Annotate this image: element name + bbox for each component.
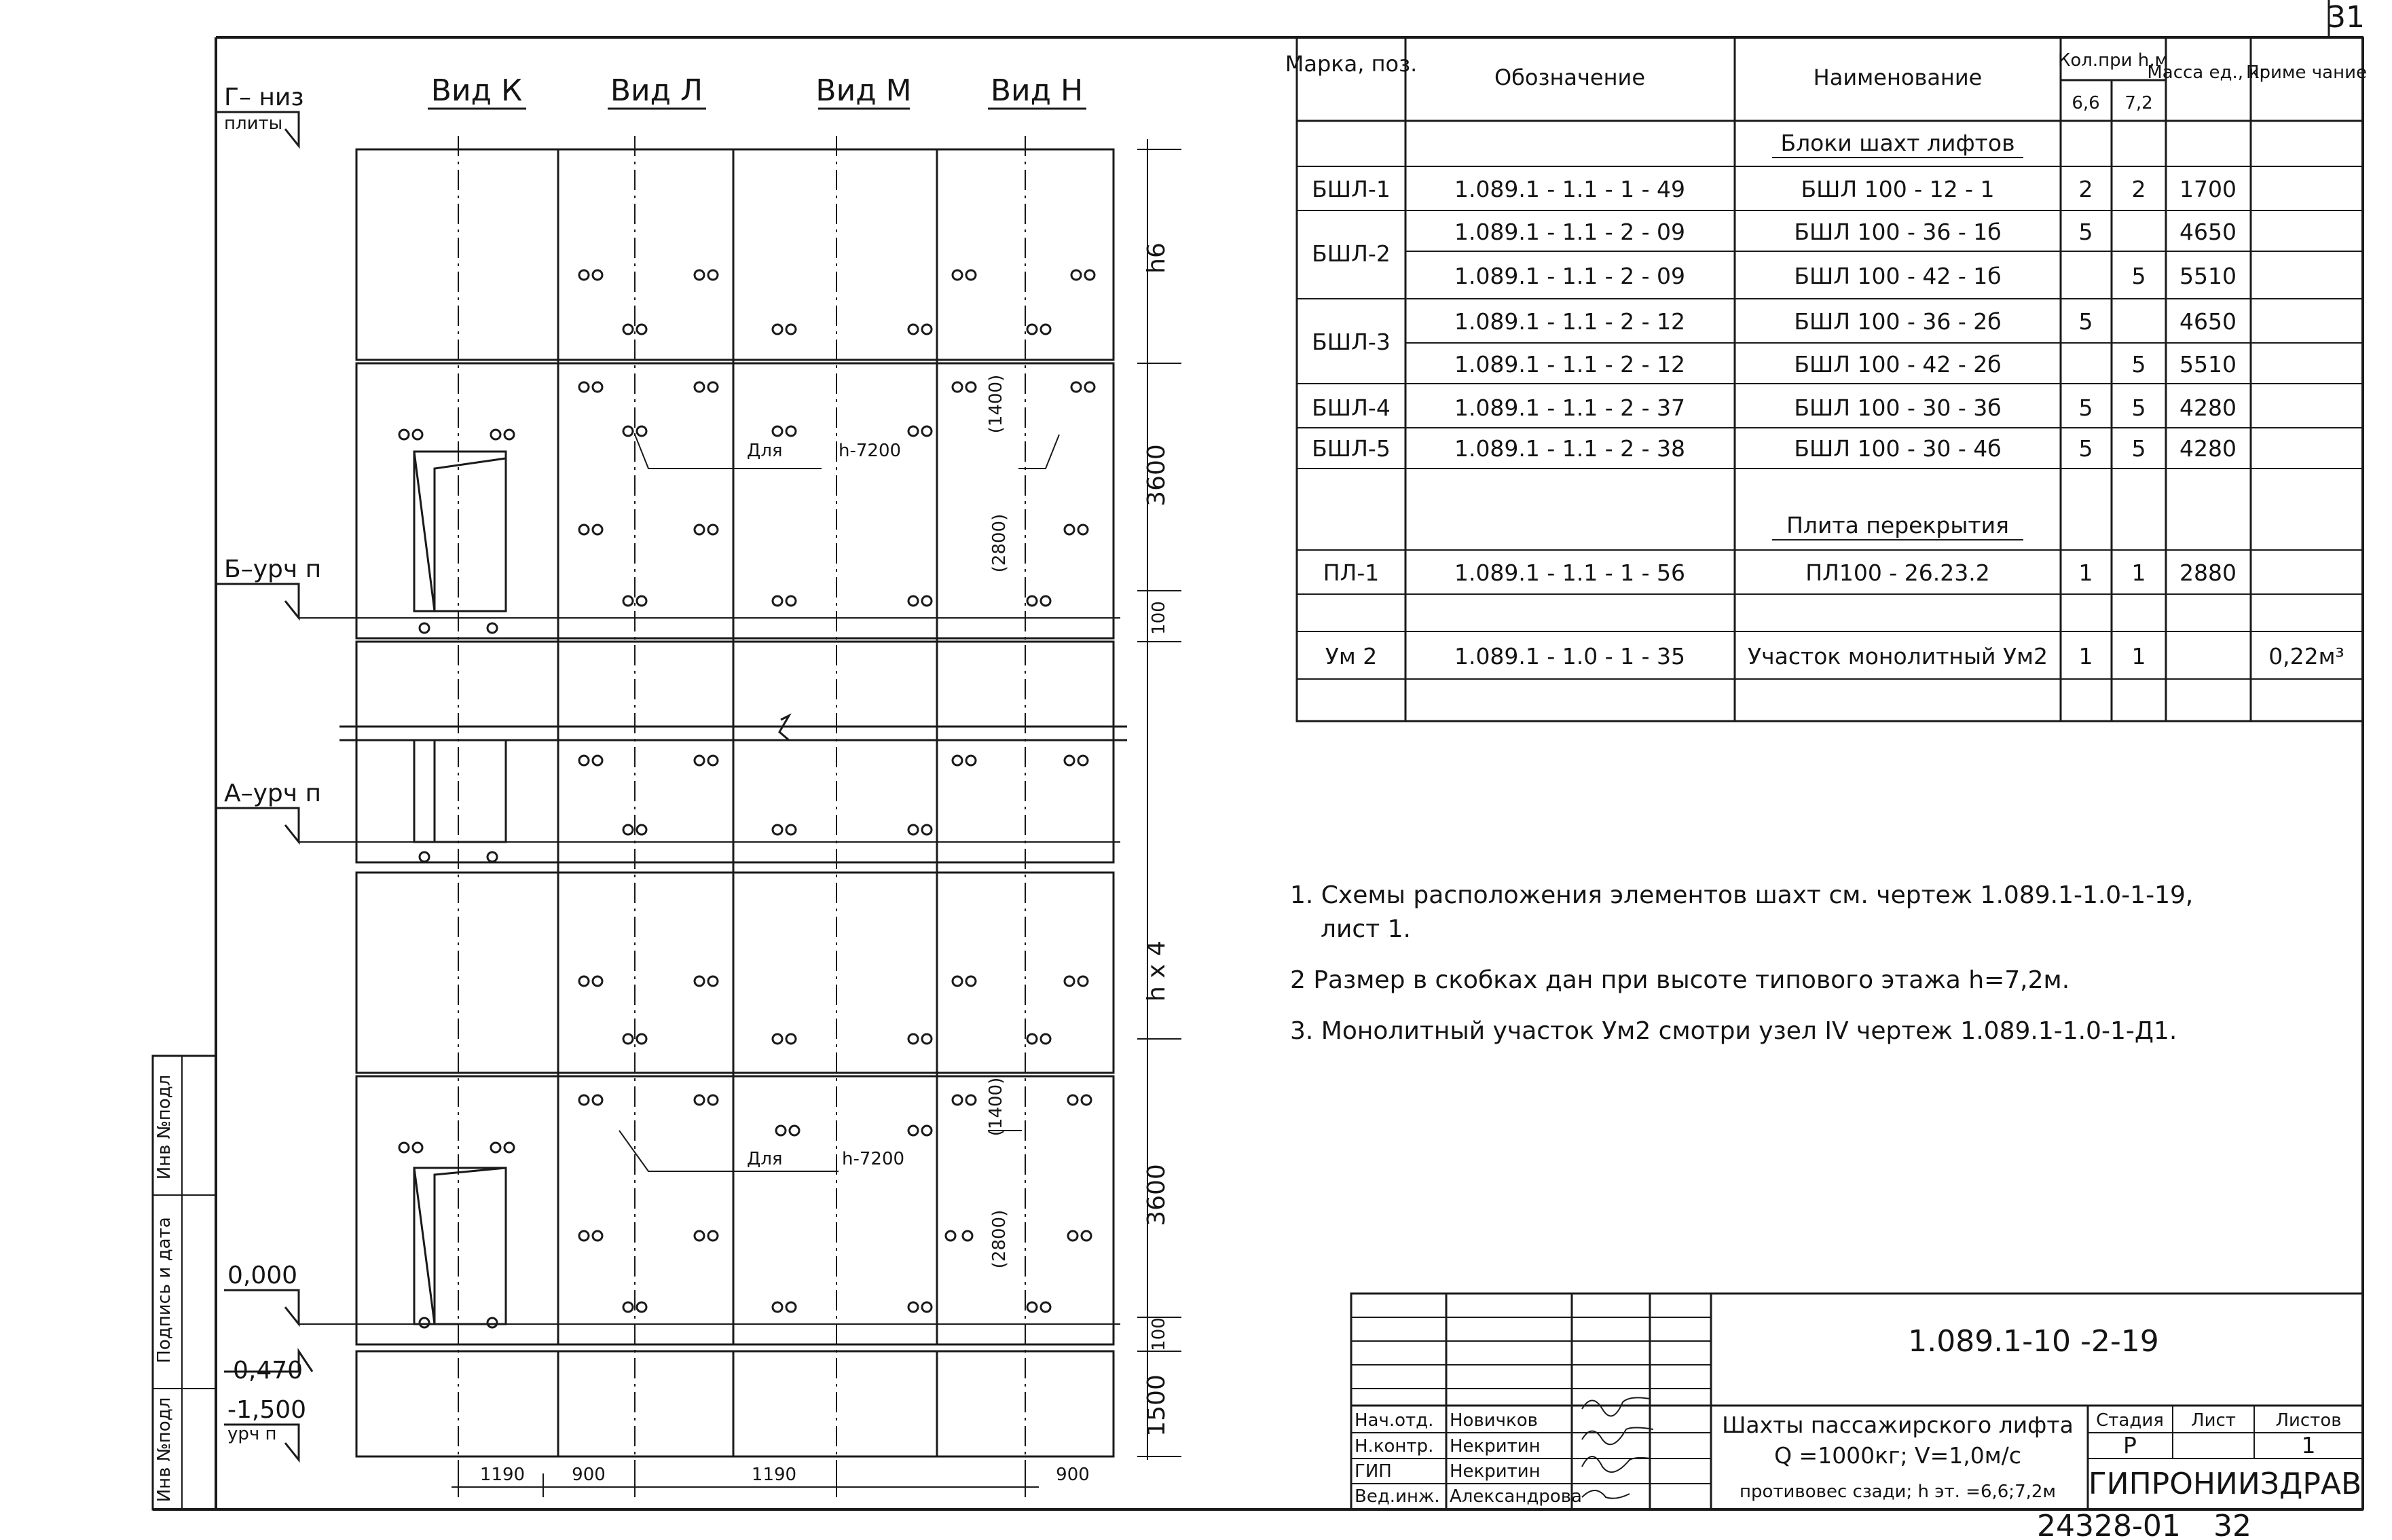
doc-code: 1.089.1-10 -2-19 [1908,1324,2159,1359]
th-qty-b: 7,2 [2124,93,2153,113]
table-row-name: БШЛ 100 - 12 - 1 [1801,176,1995,202]
page-number: 32 [2213,1509,2251,1540]
table-row-qty-a: 2 [2078,176,2093,202]
table-row-mark: ПЛ-1 [1323,560,1380,586]
table-row-mass: 2880 [2179,560,2237,586]
annot-dlya-upper: Для [747,441,783,461]
doc-title-1: Шахты пассажирского лифта [1722,1412,2074,1438]
side-stamp-inv-2: Инв №подл [154,1397,174,1503]
table-row-designation: 1.089.1 - 1.1 - 2 - 37 [1454,395,1686,421]
archive-stamp: 24328-01 [2037,1509,2181,1540]
stage-value: Р [2123,1432,2137,1459]
th-name: Наименование [1813,65,1983,90]
level-m0470-label: -0,470 [224,1357,303,1385]
annot-1400-lower: (1400) [986,1077,1006,1137]
table-row-mark: БШЛ-3 [1312,329,1391,355]
dim-100-upper: 100 [1149,601,1169,635]
level-b-label: Б–урч п [224,555,322,583]
doc-title-3: противовес сзади; h эт. =6,6;7,2м [1739,1482,2057,1502]
table-row-mass: 4280 [2179,395,2237,421]
table-row-name: БШЛ 100 - 42 - 2б [1794,351,2002,378]
signer-role: ГИП [1355,1461,1392,1482]
signer-name: Некритин [1450,1436,1541,1456]
th-designation: Обозначение [1494,65,1646,90]
annot-1400-upper: (1400) [986,374,1006,434]
table-row-mark: БШЛ-2 [1312,240,1391,267]
table-row-qty-b: 5 [2131,351,2146,378]
general-notes [1290,881,2193,1045]
level-m1500-label: -1,500 [227,1396,307,1424]
th-mark: Марка, поз. [1285,51,1418,77]
table-row-note: 0,22м³ [2268,643,2344,670]
level-a-label: А–урч п [224,780,322,807]
annot-2800-upper: (2800) [989,513,1010,573]
side-stamp-signature: Подпись и дата [154,1217,174,1363]
table-row-qty-a: 1 [2078,560,2093,586]
dim-3600-lower: 3600 [1143,1164,1171,1226]
table-row-name: БШЛ 100 - 36 - 1б [1794,219,2002,245]
table-row-qty-b: 2 [2131,176,2146,202]
table-row-name: Участок монолитный Ум2 [1748,643,2048,670]
dim-900-left: 900 [572,1465,606,1485]
table-row-mark: БШЛ-4 [1312,395,1391,421]
sheet-header: Лист [2191,1410,2236,1431]
table-row-mass: 4650 [2179,308,2237,335]
table-row-designation: 1.089.1 - 1.0 - 1 - 35 [1454,643,1686,670]
annot-2800-lower: (2800) [989,1209,1010,1269]
table-row-mark: БШЛ-1 [1312,176,1391,202]
sheets-value: 1 [2301,1432,2316,1459]
doc-title-2: Q =1000кг; V=1,0м/с [1774,1442,2021,1469]
table-row-qty-b: 5 [2131,435,2146,462]
view-l-label: Вид Л [610,73,703,108]
dim-1190-left: 1190 [479,1465,526,1485]
table-row-qty-b: 1 [2131,643,2146,670]
dim-1190-right: 1190 [751,1465,797,1485]
level-zero-label: 0,000 [227,1262,298,1289]
view-k-label: Вид К [430,73,523,108]
signer-name: Александрова [1450,1486,1582,1507]
table-row-mass: 4280 [2179,435,2237,462]
signer-role: Вед.инж. [1355,1486,1440,1507]
note-3: 3. Монолитный участок Ум2 смотри узел IV чертеж 1.089.1-1.0-1-Д1. [1290,1017,2177,1045]
table-row-designation: 1.089.1 - 1.1 - 2 - 09 [1454,219,1686,245]
table-row-mass: 5510 [2179,351,2237,378]
signer-name: Новичков [1450,1410,1538,1431]
section-title-slab: Плита перекрытия [1786,512,2009,538]
table-row-designation: 1.089.1 - 1.1 - 2 - 12 [1454,351,1686,378]
note-1: 1. Схемы расположения элементов шахт см. чертеж 1.089.1-1.0-1-19, [1290,881,2194,909]
table-row-name: БШЛ 100 - 30 - 3б [1794,395,2002,421]
sheet-mark: 31 [2327,0,2365,35]
th-mass: Масса ед., кг [2147,62,2269,83]
table-row-mass: 4650 [2179,219,2237,245]
th-qty: Кол.при h,м [2057,50,2169,71]
dim-900-right: 900 [1056,1465,1090,1485]
side-stamp-inv-1: Инв №подл [154,1074,174,1180]
table-row-qty-b: 5 [2131,263,2146,289]
dim-100-lower: 100 [1149,1317,1169,1351]
table-row-mark: Ум 2 [1325,643,1378,670]
signer-role: Нач.отд. [1355,1410,1434,1431]
stage-header: Стадия [2096,1410,2164,1431]
dim-hx4: h x 4 [1143,940,1171,1002]
table-row-name: БШЛ 100 - 30 - 4б [1794,435,2002,462]
annot-dlya-lower: Для [747,1149,783,1169]
annot-h7200-upper: h-7200 [839,441,902,461]
table-row-mark: БШЛ-5 [1312,435,1391,462]
table-row-qty-b: 1 [2131,560,2146,586]
table-row-designation: 1.089.1 - 1.1 - 1 - 56 [1454,560,1686,586]
dim-3600-upper: 3600 [1143,444,1171,507]
dim-h6: h6 [1143,242,1171,274]
table-row-name: ПЛ100 - 26.23.2 [1805,560,1990,586]
th-note: Приме чание [2245,62,2368,83]
note-2: 2 Размер в скобках дан при высоте типового этажа h=7,2м. [1290,966,2070,994]
view-m-label: Вид М [815,73,912,108]
annot-h7200-lower: h-7200 [842,1149,905,1169]
level-g-sub: плиты [224,113,283,134]
section-title-shafts: Блоки шахт лифтов [1780,130,2015,156]
table-row-qty-a: 5 [2078,435,2093,462]
table-row-designation: 1.089.1 - 1.1 - 2 - 12 [1454,308,1686,335]
th-qty-a: 6,6 [2072,93,2100,113]
dimension-lines [452,139,1181,1497]
level-g-label: Г– низ [224,84,304,111]
table-rows [1312,176,2344,670]
table-row-qty-a: 5 [2078,308,2093,335]
signer-role: Н.контр. [1355,1436,1434,1456]
table-row-qty-a: 1 [2078,643,2093,670]
table-row-designation: 1.089.1 - 1.1 - 2 - 38 [1454,435,1686,462]
table-row-name: БШЛ 100 - 36 - 2б [1794,308,2002,335]
table-row-mass: 1700 [2179,176,2237,202]
table-row-name: БШЛ 100 - 42 - 1б [1794,263,2002,289]
table-row-qty-a: 5 [2078,219,2093,245]
table-row-qty-a: 5 [2078,395,2093,421]
note-1-cont: лист 1. [1321,915,1411,943]
org-name: ГИПРОНИИЗДРАВ [2088,1467,2362,1501]
view-n-label: Вид Н [990,73,1084,108]
level-m1500-sub: урч п [227,1424,277,1444]
sheets-header: Листов [2275,1410,2342,1431]
table-row-designation: 1.089.1 - 1.1 - 1 - 49 [1454,176,1686,202]
table-row-qty-b: 5 [2131,395,2146,421]
door-openings [414,452,506,1324]
dim-1500: 1500 [1143,1374,1171,1437]
signer-name: Некритин [1450,1461,1541,1482]
table-row-designation: 1.089.1 - 1.1 - 2 - 09 [1454,263,1686,289]
table-row-mass: 5510 [2179,263,2237,289]
